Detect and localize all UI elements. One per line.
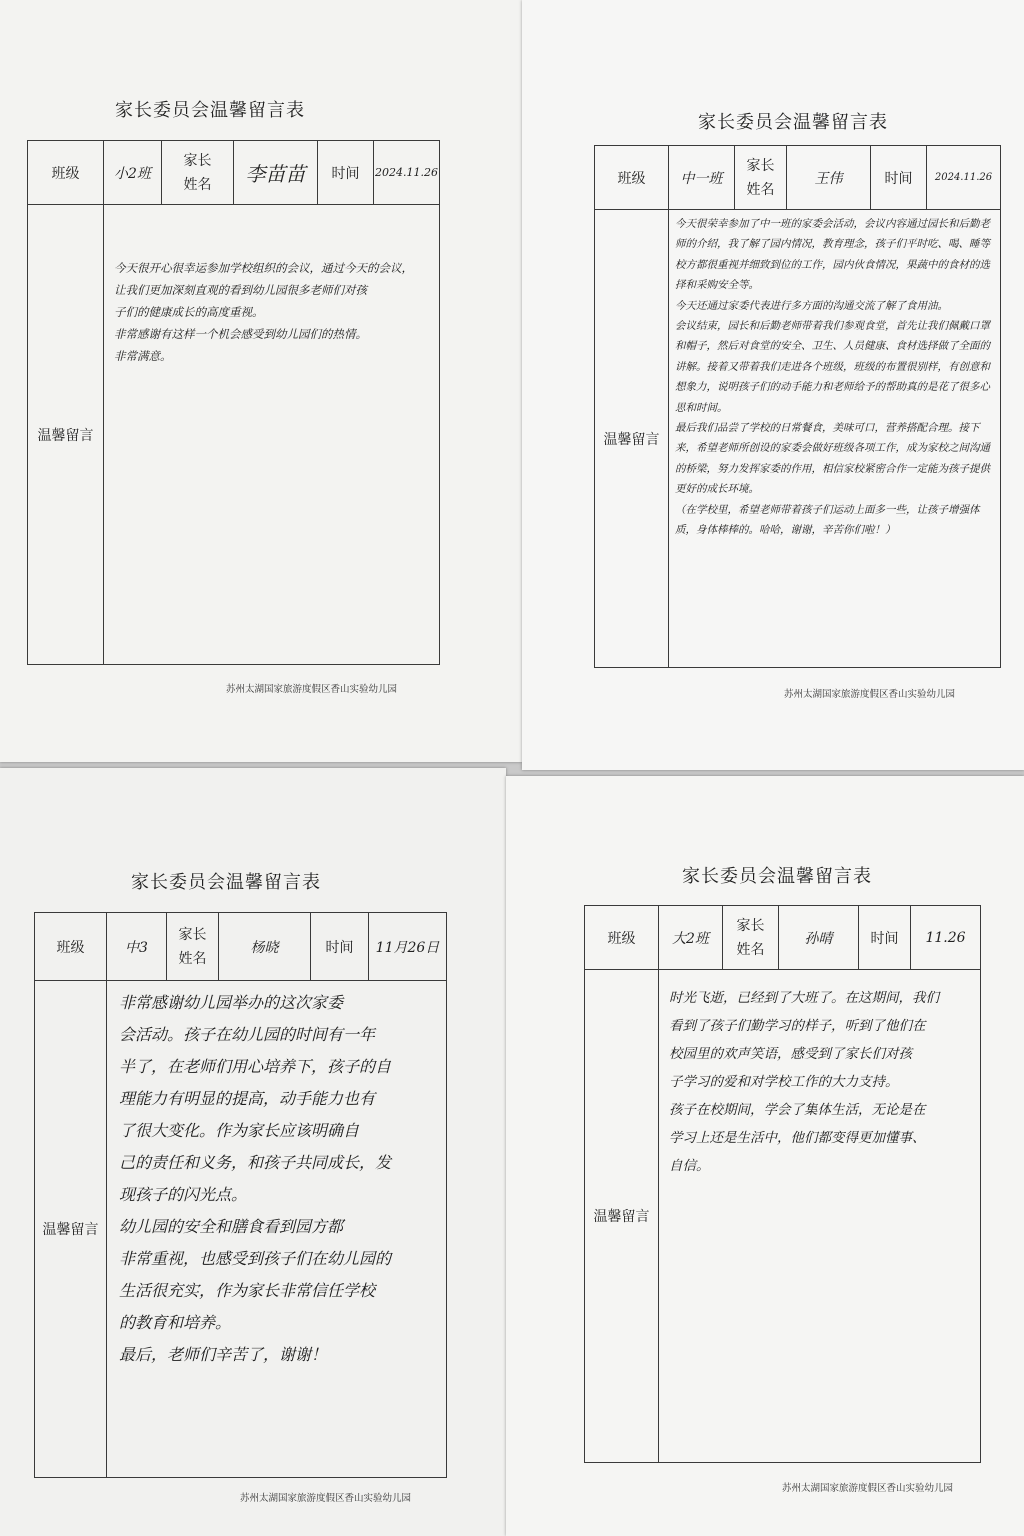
form-title: 家长委员会温馨留言表 [698,112,888,133]
class-label: 班级 [595,146,669,210]
form-footer: 苏州太湖国家旅游度假区香山实验幼儿园 [226,684,398,695]
message-text: 时光飞逝，已经到了大班了。在这期间，我们 看到了孩子们勤学习的样子，听到了他们在 校园里的欢声笑语，感受到了家长们对孩 子学习的爱和对学校工作的大力支持。 孩子在校期间，学会了集体生活，无论是在 学习上还是生活中，他们都变得更加懂事、 自信。 [669,990,939,1174]
form-sheet-4 [506,776,1024,1536]
class-value: 大2班 [659,906,723,970]
form-title: 家长委员会温馨留言表 [131,872,321,893]
parent-name-value: 孙晴 [779,906,859,970]
message-text: 今天很开心很幸运参加学校组织的会议，通过今天的会议， 让我们更加深刻直观的看到幼儿园很多老师们对孩 子们的健康成长的高度重视。 非常感谢有这样一个机会感受到幼儿园们的热情。 非常满意。 [114,261,413,363]
message-cell [104,205,440,665]
time-label: 时间 [311,913,369,981]
time-value: 11月26日 [369,913,447,981]
time-label: 时间 [318,141,374,205]
time-value: 2024.11.26 [374,141,440,205]
parent-name-label: 家长 姓名 [723,906,779,970]
form-footer: 苏州太湖国家旅游度假区香山实验幼儿园 [240,1493,412,1504]
time-value: 11.26 [911,906,981,970]
message-cell [659,970,981,1463]
parent-name-label: 家长 姓名 [735,146,787,210]
form-footer: 苏州太湖国家旅游度假区香山实验幼儿园 [782,1483,954,1494]
form-footer: 苏州太湖国家旅游度假区香山实验幼儿园 [784,689,956,700]
form-table [594,145,1001,668]
form-title: 家长委员会温馨留言表 [682,866,872,887]
parent-name-value: 王伟 [787,146,871,210]
form-sheet-1 [0,0,522,762]
time-label: 时间 [859,906,911,970]
class-label: 班级 [585,906,659,970]
class-value: 中一班 [669,146,735,210]
message-label: 温馨留言 [585,970,659,1463]
class-label: 班级 [35,913,107,981]
form-sheet-2 [522,0,1024,770]
message-label: 温馨留言 [595,210,669,668]
message-cell [669,210,1001,668]
form-table [584,905,981,1463]
time-value: 2024.11.26 [927,146,1001,210]
message-label: 温馨留言 [35,981,107,1478]
parent-name-value: 李苗苗 [234,141,318,205]
class-label: 班级 [28,141,104,205]
form-title: 家长委员会温馨留言表 [115,100,305,121]
message-cell [107,981,447,1478]
message-text: 非常感谢幼儿园举办的这次家委 会活动。孩子在幼儿园的时间有一年 半了，在老师们用心培养下，孩子的自 理能力有明显的提高，动手能力也有 了很大变化。作为家长应该明确自 己的责任和义务，和孩子共同成长，发 现孩子的闪光点。 幼儿园的安全和膳食看到园方都 非常重视，也感受到孩子们在幼儿园的 生活很充实，作为家长非常信任学校 的教育和培养。 最后，老师们辛苦了，谢谢！ [119,993,392,1364]
message-text: 今天很荣幸参加了中一班的家委会活动，会议内容通过园长和后勤老师的介绍，我了解了园内情况，教育理念，孩子们平时吃、喝、睡等校方都很重视并细致到位的工作，园内伙食情况，果蔬中的食材的选择和采购安全等。 今天还通过家委代表进行多方面的沟通交流了解了食用油。 会议结束，园长和后勤老师带着我们参观食堂，首先让我们佩戴口罩和帽子，然后对食堂的安全、卫生、人员健康、食材选择做了全面的讲解。接着又带着我们走进各个班级，班级的布置很别样，有创意和想象力，说明孩子们的动手能力和老师给予的帮助真的是花了很多心思和时间。 最后我们品尝了学校的日常餐食，美味可口，营养搭配合理。接下来，希望老师所创设的家委会做好班级各项工作，成为家校之间沟通的桥梁，努力发挥家委的作用，相信家校紧密合作一定能为孩子提供更好的成长环境。 （在学校里，希望老师带着孩子们运动上面多一些，让孩子增强体质，身体棒棒的。哈哈，谢谢，辛苦你们啦！） [675,218,990,537]
form-table [27,140,440,665]
form-table [34,912,447,1478]
time-label: 时间 [871,146,927,210]
class-value: 小2班 [104,141,162,205]
parent-name-label: 家长 姓名 [167,913,219,981]
message-label: 温馨留言 [28,205,104,665]
parent-name-label: 家长 姓名 [162,141,234,205]
class-value: 中3 [107,913,167,981]
parent-name-value: 杨晓 [219,913,311,981]
form-sheet-3 [0,768,506,1536]
